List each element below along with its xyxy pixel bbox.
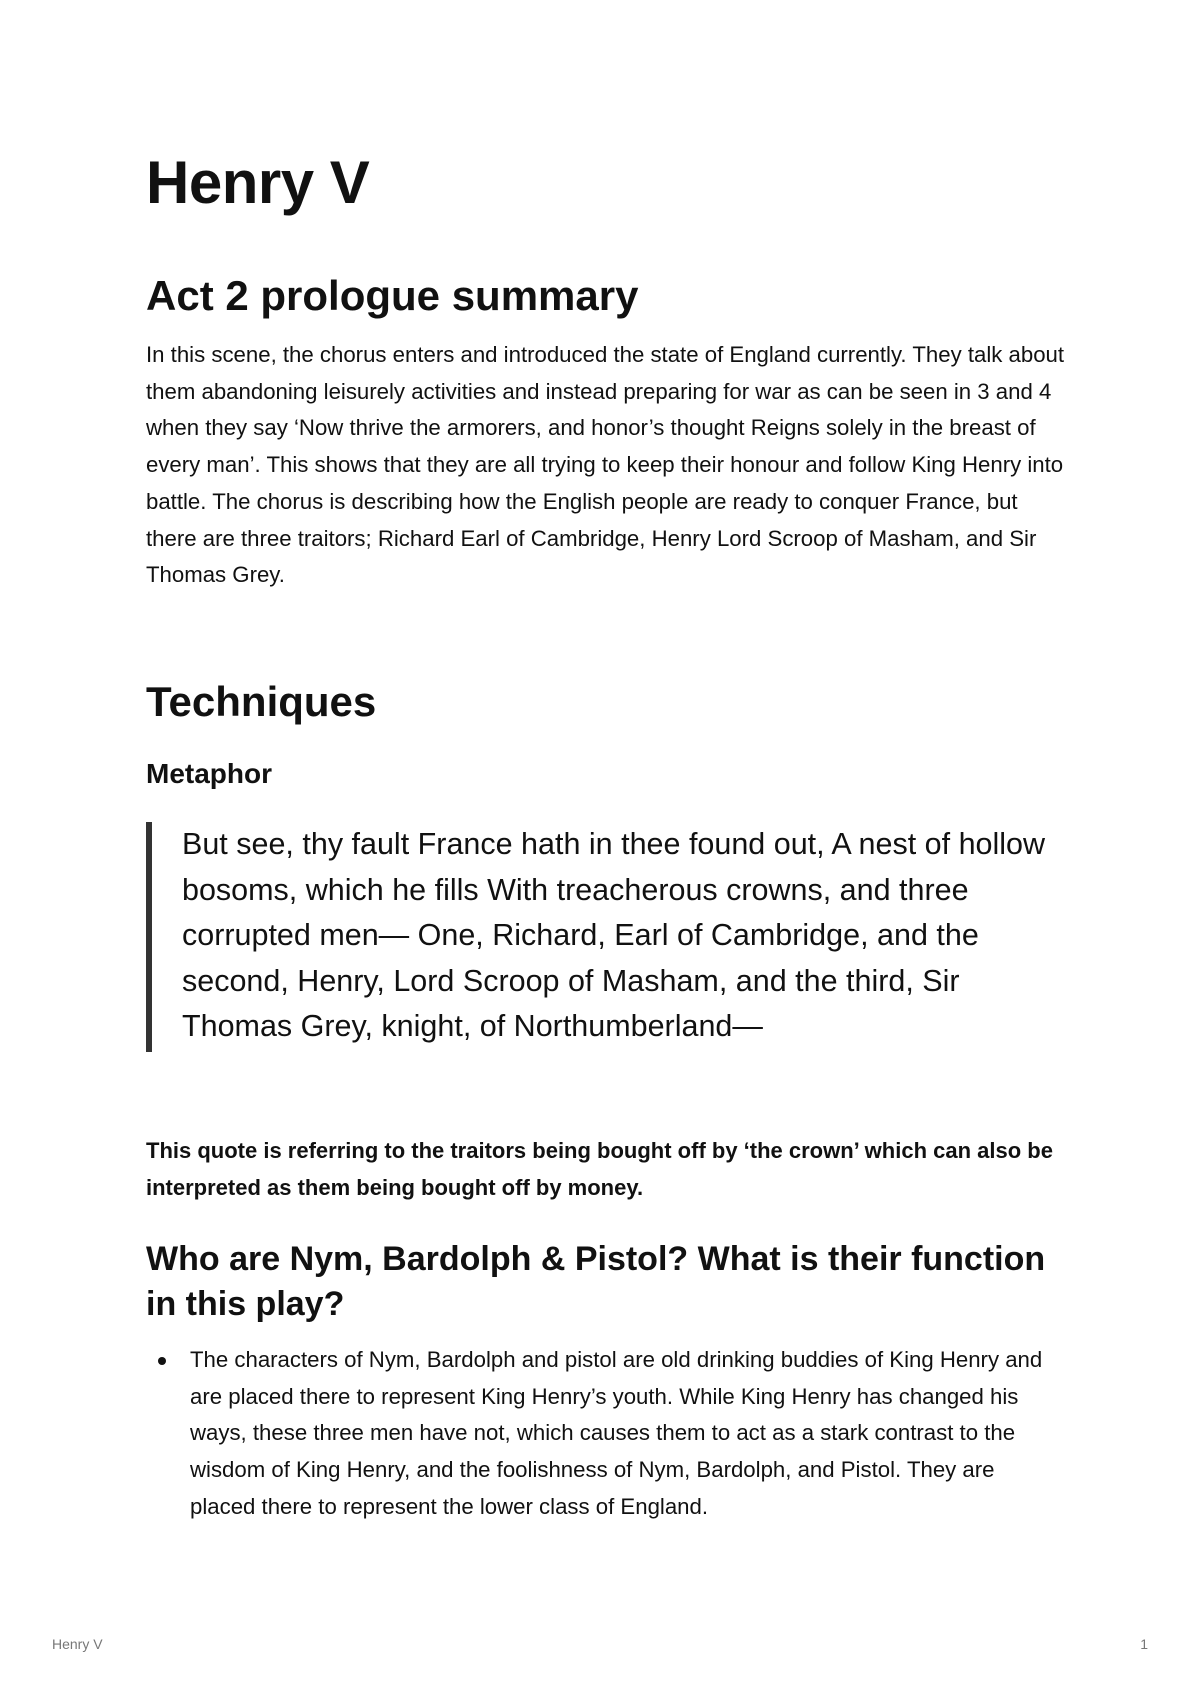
heading-who-are-nym-bardolph-pistol: Who are Nym, Bardolph & Pistol? What is their function in this play? — [146, 1240, 1046, 1323]
quote-text: But see, thy fault France hath in thee found out, A nest of hollow bosoms, which he fills With treacherous crowns, and three corrupted men— One, Richard, Earl of Cambridge, and the second, Henry, Lord Scroop of Masham, and the third, Sir Thomas Grey, knight, of Northumberland— — [182, 827, 1046, 1043]
bullet-icon — [158, 1357, 166, 1365]
footer-page-number: 1 — [1140, 1636, 1148, 1652]
subheading-metaphor: Metaphor — [146, 758, 272, 789]
heading-act2-prologue-summary: Act 2 prologue summary — [146, 272, 639, 319]
document-title: Henry V — [146, 149, 370, 216]
list-item — [146, 1342, 1066, 1526]
list-item-text: The characters of Nym, Bardolph and pistol are old drinking buddies of King Henry and are placed there to represent King Henry’s youth. While King Henry has changed his ways, these three men have not, which causes them to act as a stark contrast to the wisdom of King Henry, and the foolishness of Nym, Bardolph, and Pistol. They are placed there to represent the lower class of England. — [190, 1347, 1043, 1519]
act2-summary-paragraph: In this scene, the chorus enters and introduced the state of England currently. They talk about them abandoning leisurely activities and instead preparing for war as can be seen in 3 and 4 when they say ‘Now thrive the armorers, and honor’s thought Reigns solely in the breast of every man’. This shows that they are all trying to keep their honour and follow King Henry into battle. The chorus is describing how the English people are ready to conquer France, but there are three traitors; Richard Earl of Cambridge, Henry Lord Scroop of Masham, and Sir Thomas Grey. — [146, 342, 1065, 588]
footer-document-title: Henry V — [52, 1636, 103, 1652]
quote-analysis-paragraph: This quote is referring to the traitors being bought off by ‘the crown’ which can also be interpreted as them being bought off by money. — [146, 1138, 1053, 1200]
metaphor-quote — [146, 822, 1066, 1052]
heading-techniques: Techniques — [146, 678, 377, 725]
quote-bar — [146, 822, 152, 1052]
characters-bullet-list — [146, 1342, 1066, 1526]
